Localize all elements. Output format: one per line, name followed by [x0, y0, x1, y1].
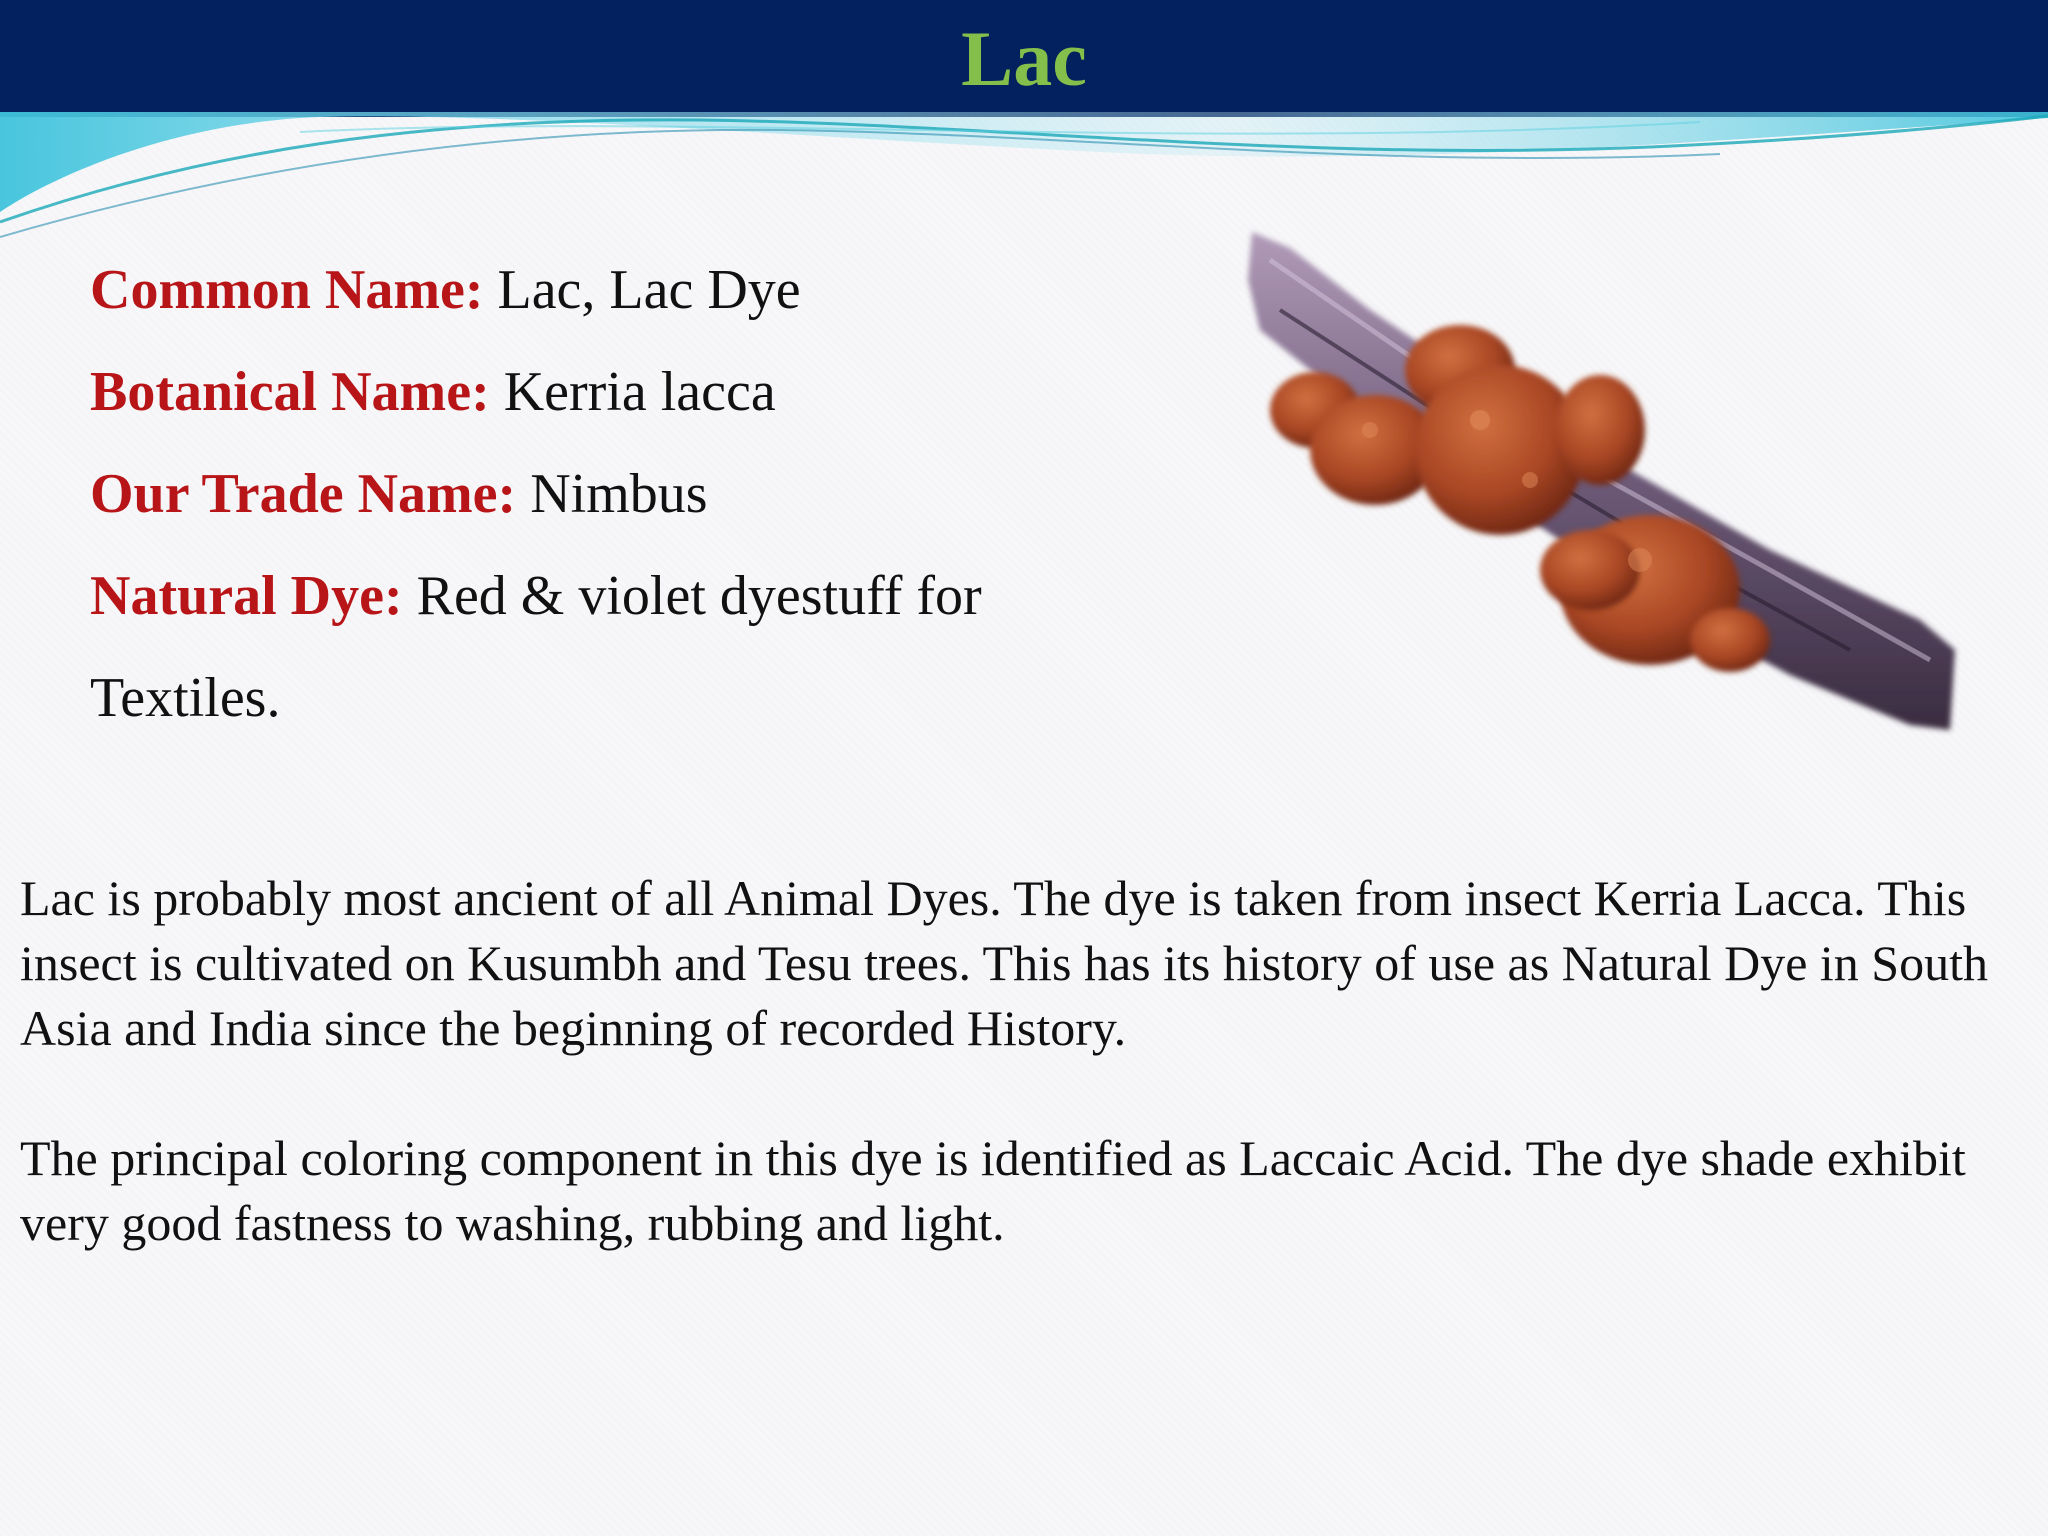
slide-title: Lac	[961, 15, 1087, 102]
fact-value: Red & violet dyestuff for	[402, 565, 982, 627]
fact-trade-name	[90, 456, 1190, 558]
facts-list	[90, 252, 1190, 762]
fact-value: Kerria lacca	[489, 361, 776, 423]
fact-botanical-name	[90, 354, 1190, 456]
fact-common-name	[90, 252, 1190, 354]
fact-natural-dye	[90, 558, 1190, 660]
fact-label: Natural Dye:	[90, 565, 403, 627]
description-paragraph: The principal coloring component in this dye is identified as Laccaic Acid. The dye shade exhibit very good fastness to washing, rubbing and light.	[20, 1130, 1966, 1251]
fact-label: Botanical Name:	[90, 361, 490, 423]
fact-label: Our Trade Name:	[90, 463, 517, 525]
fact-value: Lac, Lac Dye	[483, 259, 801, 321]
fact-natural-dye-continuation: Textiles.	[90, 667, 281, 729]
lac-on-twig-image	[1230, 220, 1970, 740]
fact-label: Common Name:	[90, 259, 484, 321]
fact-value: Nimbus	[516, 463, 708, 525]
description-paragraph: Lac is probably most ancient of all Animal Dyes. The dye is taken from insect Kerria Lacca. This insect is cultivated on Kusumbh and Tesu trees. This has its history of use as Natural Dye in South Asia and India since the beginning of recorded History.	[20, 870, 1988, 1056]
